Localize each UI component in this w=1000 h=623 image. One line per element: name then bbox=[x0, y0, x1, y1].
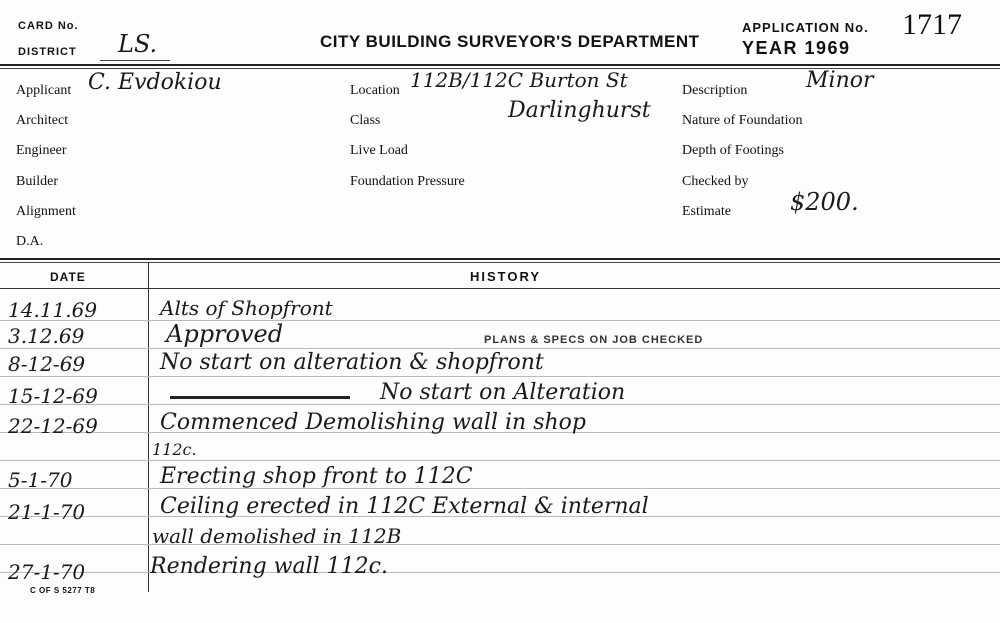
history-date: 5-1-70 bbox=[8, 468, 73, 492]
year-label: YEAR 1969 bbox=[742, 38, 851, 58]
district-label: DISTRICT bbox=[18, 46, 77, 58]
history-date: 21-1-70 bbox=[8, 500, 86, 524]
location-label: Location bbox=[350, 83, 400, 98]
architect-label: Architect bbox=[16, 113, 69, 128]
history-date: 22-12-69 bbox=[8, 414, 98, 438]
history-entry: No start on alteration & shopfront bbox=[160, 350, 544, 375]
date-header: DATE bbox=[50, 270, 86, 284]
rule-line bbox=[0, 544, 1000, 545]
live-load-label: Live Load bbox=[350, 143, 408, 158]
history-header-rule bbox=[0, 288, 1000, 289]
history-entry: Alts of Shopfront bbox=[160, 296, 333, 320]
alignment-label: Alignment bbox=[16, 204, 76, 219]
plans-checked-stamp: PLANS & SPECS ON JOB CHECKED bbox=[484, 334, 704, 346]
applicant-value: C. Evdokiou bbox=[88, 70, 222, 95]
history-header: HISTORY bbox=[470, 269, 542, 284]
engineer-label: Engineer bbox=[16, 143, 67, 158]
history-entry: 112c. bbox=[152, 440, 197, 459]
applicant-label: Applicant bbox=[16, 83, 72, 98]
history-date: 3.12.69 bbox=[8, 324, 85, 348]
history-entry: Ceiling erected in 112C External & internal bbox=[160, 494, 649, 519]
foundation-pressure-label: Foundation Pressure bbox=[350, 174, 465, 189]
history-entry: Erecting shop front to 112C bbox=[160, 464, 473, 489]
strikethrough-scribble bbox=[170, 396, 350, 399]
date-column-divider bbox=[148, 262, 149, 592]
description-value: Minor bbox=[806, 68, 874, 93]
history-date: 14.11.69 bbox=[8, 298, 98, 322]
history-entry: Commenced Demolishing wall in shop bbox=[160, 410, 586, 435]
builder-label: Builder bbox=[16, 174, 58, 189]
history-date: 15-12-69 bbox=[8, 384, 98, 408]
header-rule bbox=[0, 64, 1000, 66]
description-label: Description bbox=[682, 83, 748, 98]
district-value: LS. bbox=[118, 30, 158, 58]
class-value: Darlinghurst bbox=[508, 98, 651, 123]
depth-of-footings-label: Depth of Footings bbox=[682, 143, 784, 158]
department-title: CITY BUILDING SURVEYOR'S DEPARTMENT bbox=[320, 32, 700, 51]
history-entry: No start on Alteration bbox=[380, 380, 626, 405]
rule-line bbox=[0, 320, 1000, 321]
da-label: D.A. bbox=[16, 234, 44, 249]
district-underline bbox=[100, 60, 170, 61]
history-date: 27-1-70 bbox=[8, 560, 86, 584]
rule-line bbox=[0, 460, 1000, 461]
history-top-rule-2 bbox=[0, 262, 1000, 263]
history-date: 8-12-69 bbox=[8, 352, 86, 376]
estimate-label: Estimate bbox=[682, 204, 731, 219]
application-label: APPLICATION No. bbox=[742, 20, 869, 35]
card-no-label: CARD No. bbox=[18, 20, 79, 32]
form-code: C OF S 5277 T8 bbox=[30, 586, 96, 595]
history-top-rule bbox=[0, 258, 1000, 260]
rule-line bbox=[0, 488, 1000, 489]
class-label: Class bbox=[350, 113, 381, 128]
history-entry: Approved bbox=[166, 320, 284, 348]
history-entry: Rendering wall 112c. bbox=[150, 554, 388, 579]
location-value: 112B/112C Burton St bbox=[410, 68, 628, 92]
checked-by-label: Checked by bbox=[682, 174, 749, 189]
rule-line bbox=[0, 376, 1000, 377]
nature-of-foundation-label: Nature of Foundation bbox=[682, 113, 803, 128]
history-entry: wall demolished in 112B bbox=[152, 524, 402, 548]
rule-line bbox=[0, 348, 1000, 349]
estimate-value: $200. bbox=[790, 188, 859, 216]
application-number: 1717 bbox=[902, 8, 962, 41]
